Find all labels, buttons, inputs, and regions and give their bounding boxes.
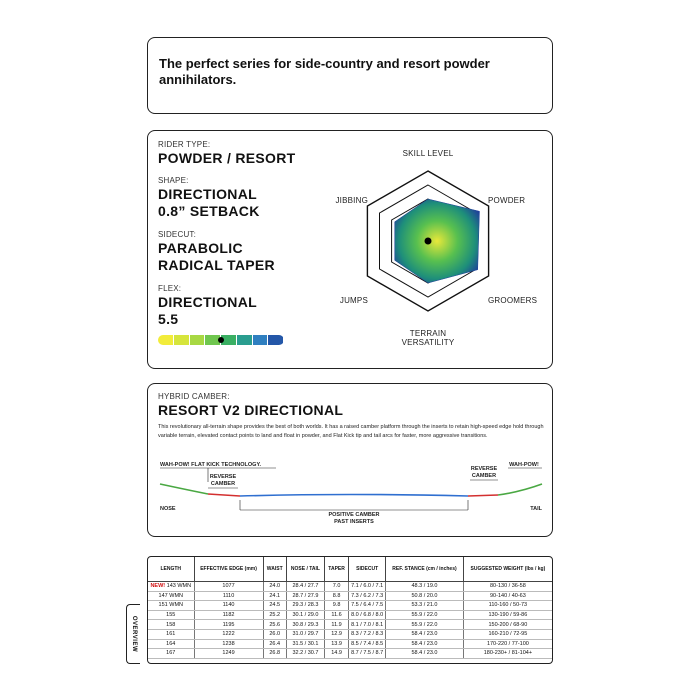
table-cell: 24.5 xyxy=(263,601,286,611)
radar-label-terrain: TERRAIN xyxy=(409,329,447,338)
flex-value-line2: 5.5 xyxy=(158,311,179,327)
overview-tab[interactable] xyxy=(126,604,140,664)
table-cell: 110-160 / 50-73 xyxy=(463,601,552,611)
radar-label-jumps: JUMPS xyxy=(339,296,368,305)
table-cell: 24.1 xyxy=(263,591,286,601)
table-cell: 161 xyxy=(148,629,194,639)
rider-type-label: RIDER TYPE: xyxy=(158,140,211,149)
table-cell: 11.6 xyxy=(325,610,349,620)
table-header-cell: EFFECTIVE EDGE (mm) xyxy=(194,557,263,582)
table-cell: 1249 xyxy=(194,649,263,659)
camber-label: HYBRID CAMBER: xyxy=(158,392,230,401)
camber-tail-segment xyxy=(498,484,542,495)
headline: The perfect series for side-country and resort powder annihilators. xyxy=(159,56,490,87)
shape-value-line1: DIRECTIONAL xyxy=(158,186,257,202)
sidecut-label: SIDECUT: xyxy=(158,230,197,239)
table-cell: 29.3 / 28.3 xyxy=(286,601,324,611)
wah-pow-right-label: WAH-POW! xyxy=(509,462,539,468)
table-cell: 28.4 / 27.7 xyxy=(286,582,324,592)
sidecut-value-line1: PARABOLIC xyxy=(158,240,243,256)
flex-scale-segment xyxy=(237,335,252,345)
table-cell: 55.9 / 22.0 xyxy=(386,620,464,630)
flex-scale-segment xyxy=(174,335,189,345)
table-cell: 8.8 xyxy=(325,591,349,601)
table-header-cell: WAIST xyxy=(263,557,286,582)
table-cell: 31.0 / 29.7 xyxy=(286,629,324,639)
headline-panel xyxy=(147,37,553,114)
table-cell: 170-220 / 77-100 xyxy=(463,639,552,649)
table-cell: 26.4 xyxy=(263,639,286,649)
table-cell: 7.5 / 6.4 / 7.5 xyxy=(349,601,386,611)
camber-nose-segment xyxy=(160,484,208,494)
radar-label-groomers: GROOMERS xyxy=(488,296,538,305)
table-header-cell: TAPER xyxy=(325,557,349,582)
spec-table-body xyxy=(148,582,552,659)
reverse-right-label-1: REVERSE xyxy=(470,466,498,472)
table-cell: 25.6 xyxy=(263,620,286,630)
table-cell: 53.3 / 21.0 xyxy=(386,601,464,611)
table-cell: 7.3 / 6.2 / 7.3 xyxy=(349,591,386,601)
table-cell: 1238 xyxy=(194,639,263,649)
camber-description: This revolutionary all-terrain shape provides the best of both worlds. It has a raised camber platform through the inserts to retain high-speed edge hold through variable terrain, elevated contact points to land and float in powder, and Flat Kick tip and tail arcs for faster, more aggressive transitions. xyxy=(158,424,544,439)
radar-label-skill: SKILL LEVEL xyxy=(402,149,454,158)
positive-camber-label-2: PAST INSERTS xyxy=(334,519,374,525)
camber-title: RESORT V2 DIRECTIONAL xyxy=(158,402,344,418)
table-cell: 48.3 / 19.0 xyxy=(386,582,464,592)
flex-scale-segment xyxy=(268,335,283,345)
table-row xyxy=(148,649,552,659)
wah-pow-left-label: WAH-POW! FLAT KICK TECHNOLOGY. xyxy=(160,462,262,468)
table-cell: 28.7 / 27.9 xyxy=(286,591,324,601)
camber-reverse-right-segment xyxy=(468,495,498,496)
flex-indicator-dot xyxy=(218,337,224,343)
table-cell: 150-200 / 68-90 xyxy=(463,620,552,630)
flex-value-line1: DIRECTIONAL xyxy=(158,294,257,310)
reverse-right-label-2: CAMBER xyxy=(471,473,497,479)
table-cell: 1222 xyxy=(194,629,263,639)
specs-panel xyxy=(147,130,553,369)
table-cell: 50.8 / 20.0 xyxy=(386,591,464,601)
table-row xyxy=(148,639,552,649)
table-cell: 147 WMN xyxy=(148,591,194,601)
shape-value-line2: 0.8” SETBACK xyxy=(158,203,260,219)
table-row xyxy=(148,582,552,592)
flex-scale-segment xyxy=(253,335,268,345)
table-cell: 58.4 / 23.0 xyxy=(386,649,464,659)
tail-label: TAIL xyxy=(530,506,542,512)
table-header-cell: SIDECUT xyxy=(349,557,386,582)
camber-profile-diagram xyxy=(148,456,554,536)
table-cell: 55.9 / 22.0 xyxy=(386,610,464,620)
camber-reverse-left-segment xyxy=(208,494,240,496)
table-cell: 8.1 / 7.0 / 8.1 xyxy=(349,620,386,630)
table-cell: 32.2 / 30.7 xyxy=(286,649,324,659)
table-cell: 180-230+ / 81-104+ xyxy=(463,649,552,659)
table-cell: 7.1 / 6.0 / 7.1 xyxy=(349,582,386,592)
table-header-cell: REF. STANCE (cm / inches) xyxy=(386,557,464,582)
table-cell: 151 WMN xyxy=(148,601,194,611)
table-row xyxy=(148,610,552,620)
table-cell: 8.7 / 7.5 / 8.7 xyxy=(349,649,386,659)
table-cell: 11.9 xyxy=(325,620,349,630)
reverse-left-label-1: REVERSE xyxy=(209,474,237,480)
table-cell: 58.4 / 23.0 xyxy=(386,629,464,639)
table-cell: 26.8 xyxy=(263,649,286,659)
table-cell: 155 xyxy=(148,610,194,620)
overview-tab-label: OVERVIEW xyxy=(130,615,137,653)
new-badge: NEW! xyxy=(150,583,166,590)
table-row xyxy=(148,620,552,630)
table-cell: 58.4 / 23.0 xyxy=(386,639,464,649)
table-cell: 1110 xyxy=(194,591,263,601)
spec-table-panel xyxy=(147,556,553,664)
table-header-cell: LENGTH xyxy=(148,557,194,582)
table-cell: 13.9 xyxy=(325,639,349,649)
table-cell xyxy=(148,582,194,592)
table-cell: 1077 xyxy=(194,582,263,592)
table-cell: 130-190 / 59-86 xyxy=(463,610,552,620)
table-cell: 1182 xyxy=(194,610,263,620)
shape-label: SHAPE: xyxy=(158,176,189,185)
table-cell: 14.9 xyxy=(325,649,349,659)
table-header-cell: NOSE / TAIL xyxy=(286,557,324,582)
spec-table-header-row xyxy=(148,557,552,582)
table-cell: 1140 xyxy=(194,601,263,611)
table-cell: 158 xyxy=(148,620,194,630)
radar-label-jibbing: JIBBING xyxy=(335,196,368,205)
table-cell: 30.8 / 29.3 xyxy=(286,620,324,630)
positive-camber-label-1: POSITIVE CAMBER xyxy=(328,512,380,518)
radar-rating-shape xyxy=(395,199,480,283)
table-cell: 8.3 / 7.2 / 8.3 xyxy=(349,629,386,639)
table-header-cell: SUGGESTED WEIGHT (lbs / kg) xyxy=(463,557,552,582)
camber-panel xyxy=(147,383,553,537)
table-cell: 80-130 / 36-58 xyxy=(463,582,552,592)
table-cell: 9.8 xyxy=(325,601,349,611)
table-cell: 1195 xyxy=(194,620,263,630)
reverse-left-label-2: CAMBER xyxy=(210,481,236,487)
flex-label: FLEX: xyxy=(158,284,182,293)
table-row xyxy=(148,629,552,639)
table-row xyxy=(148,591,552,601)
flex-scale-segment xyxy=(158,335,173,345)
table-cell: 160-210 / 72-95 xyxy=(463,629,552,639)
flex-scale-segment xyxy=(190,335,205,345)
table-cell-value: 143 WMN xyxy=(166,583,192,590)
table-cell: 167 xyxy=(148,649,194,659)
table-row xyxy=(148,601,552,611)
radar-label-powder: POWDER xyxy=(488,196,526,205)
table-cell: 12.9 xyxy=(325,629,349,639)
table-cell: 8.5 / 7.4 / 8.5 xyxy=(349,639,386,649)
table-cell: 31.5 / 30.1 xyxy=(286,639,324,649)
spec-table xyxy=(148,557,552,659)
table-cell: 25.2 xyxy=(263,610,286,620)
sidecut-value-line2: RADICAL TAPER xyxy=(158,257,275,273)
table-cell: 30.1 / 29.0 xyxy=(286,610,324,620)
camber-positive-segment xyxy=(240,495,468,497)
table-cell: 164 xyxy=(148,639,194,649)
table-cell: 24.0 xyxy=(263,582,286,592)
radar-label-versatility: VERSATILITY xyxy=(401,338,455,347)
terrain-radar-chart xyxy=(328,141,548,361)
table-cell: 26.0 xyxy=(263,629,286,639)
radar-center-dot xyxy=(425,238,432,245)
table-cell: 7.0 xyxy=(325,582,349,592)
rider-type-value: POWDER / RESORT xyxy=(158,150,296,166)
table-cell: 90-140 / 40-63 xyxy=(463,591,552,601)
table-cell: 8.0 / 6.8 / 8.0 xyxy=(349,610,386,620)
nose-label: NOSE xyxy=(160,506,176,512)
